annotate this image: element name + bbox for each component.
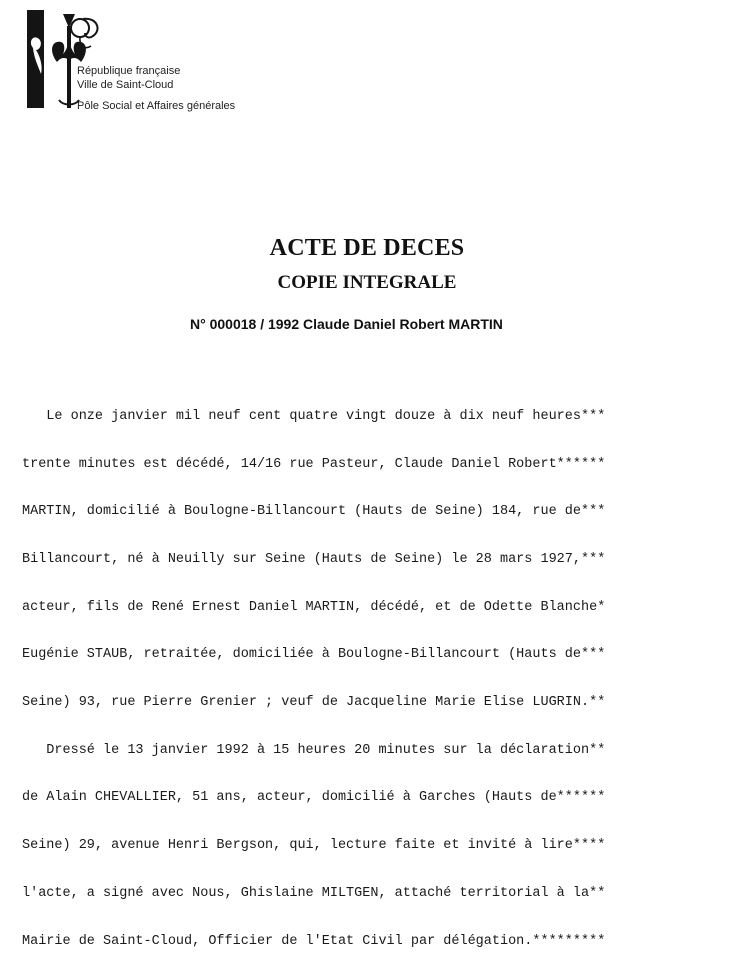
act-line: Billancourt, né à Neuilly sur Seine (Hauts de Seine) le 28 mars 1927,***	[22, 551, 606, 567]
document-subtitle: COPIE INTEGRALE	[277, 272, 457, 293]
act-reference: N° 000018 / 1992 Claude Daniel Robert MARTIN	[190, 316, 503, 332]
act-line: acteur, fils de René Ernest Daniel MARTIN, décédé, et de Odette Blanche*	[22, 599, 606, 615]
act-line: l'acte, a signé avec Nous, Ghislaine MILTGEN, attaché territorial à la**	[22, 885, 606, 901]
act-line: Dressé le 13 janvier 1992 à 15 heures 20 minutes sur la déclaration**	[22, 742, 606, 758]
document-title: ACTE DE DECES	[269, 235, 465, 261]
act-line: Mairie de Saint-Cloud, Officier de l'Etat Civil par délégation.*********	[22, 933, 606, 949]
saint-cloud-fleur-de-lis-logo	[27, 10, 102, 110]
act-line: Le onze janvier mil neuf cent quatre vingt douze à dix neuf heures***	[22, 408, 606, 424]
act-body-text	[22, 377, 732, 965]
republic-line: République française	[77, 65, 181, 77]
act-line: trente minutes est décédé, 14/16 rue Pasteur, Claude Daniel Robert******	[22, 456, 606, 472]
act-line: Eugénie STAUB, retraitée, domiciliée à Boulogne-Billancourt (Hauts de***	[22, 647, 606, 663]
act-line: Seine) 29, avenue Henri Bergson, qui, lecture faite et invité à lire****	[22, 838, 606, 854]
department-line: Pôle Social et Affaires générales	[77, 100, 236, 112]
act-line: de Alain CHEVALLIER, 51 ans, acteur, domicilié à Garches (Hauts de******	[22, 790, 606, 806]
city-line: Ville de Saint-Cloud	[77, 79, 174, 91]
act-line: Seine) 93, rue Pierre Grenier ; veuf de Jacqueline Marie Elise LUGRIN.**	[22, 695, 606, 711]
act-line: MARTIN, domicilié à Boulogne-Billancourt (Hauts de Seine) 184, rue de***	[22, 504, 606, 520]
